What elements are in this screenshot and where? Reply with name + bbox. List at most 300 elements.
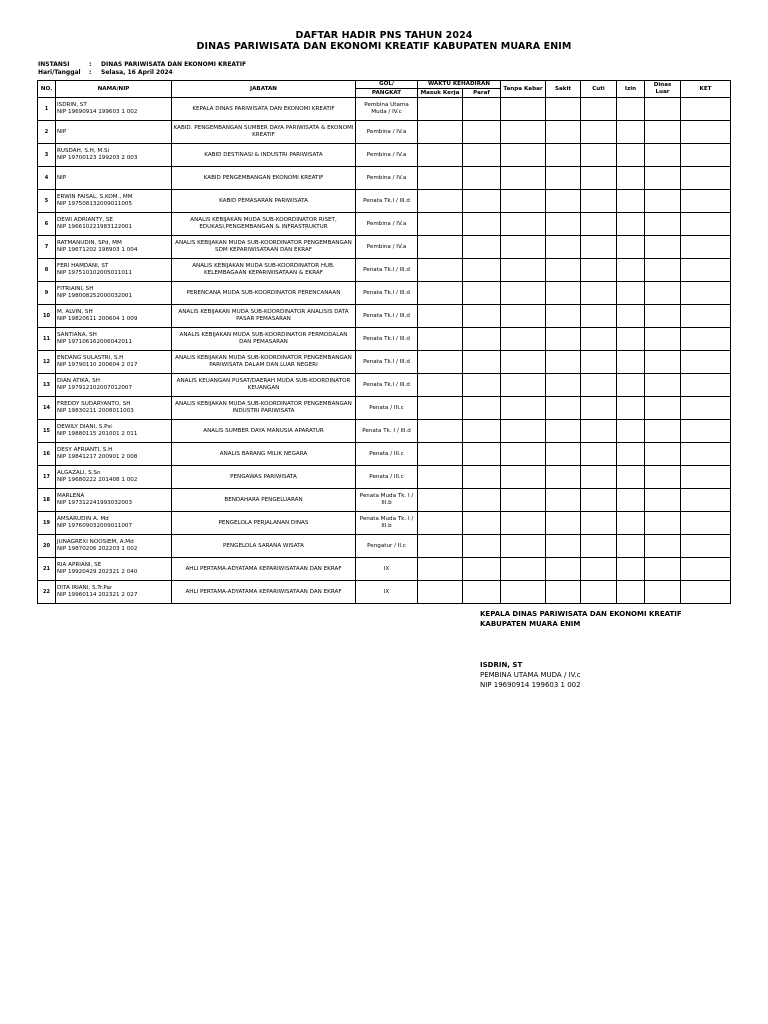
- paraf-cell: [463, 535, 501, 558]
- signature-nip: NIP 19690914 199603 1 002: [480, 681, 581, 689]
- dinas-luar-cell: [645, 167, 681, 190]
- masuk-kerja-cell: [418, 236, 463, 259]
- masuk-kerja-cell: [418, 443, 463, 466]
- instansi-label: INSTANSI: [38, 61, 70, 68]
- ket-cell: [681, 98, 731, 121]
- jabatan-cell: ANALIS KEBIJAKAN MUDA SUB-KOORDINATOR RISET, EDUKASI,PENGEMBANGAN & INFRASTRUKTUR: [172, 213, 356, 236]
- paraf-cell: [463, 305, 501, 328]
- tanpa-kabar-cell: [501, 328, 546, 351]
- izin-cell: [617, 397, 645, 420]
- cuti-cell: [581, 167, 617, 190]
- tanpa-kabar-cell: [501, 581, 546, 604]
- paraf-cell: [463, 443, 501, 466]
- employee-cell: [56, 213, 172, 236]
- tanpa-kabar-cell: [501, 167, 546, 190]
- header-waktu-kehadiran: WAKTU KEHADIRAN: [418, 81, 501, 89]
- row-number: 2: [38, 121, 56, 144]
- masuk-kerja-cell: [418, 374, 463, 397]
- employee-cell: [56, 98, 172, 121]
- cuti-cell: [581, 420, 617, 443]
- cuti-cell: [581, 397, 617, 420]
- paraf-cell: [463, 351, 501, 374]
- sakit-cell: [546, 351, 581, 374]
- jabatan-cell: ANALIS KEBIJAKAN MUDA SUB-KOORDINATOR PENGEMBANGAN SDM KEPARIWISATAAN DAN EKRAF: [172, 236, 356, 259]
- table-row: [38, 374, 731, 397]
- tanggal-value: Selasa, 16 April 2024: [101, 69, 173, 76]
- sakit-cell: [546, 420, 581, 443]
- golongan-cell: Pembina / IV.a: [356, 144, 418, 167]
- ket-cell: [681, 374, 731, 397]
- employee-nip: NIP 197508132009011005: [57, 201, 133, 207]
- row-number: 5: [38, 190, 56, 213]
- paraf-cell: [463, 98, 501, 121]
- header-izin: Izin: [617, 81, 645, 98]
- instansi-line: [38, 61, 246, 68]
- employee-nip: NIP 19830211 2008011003: [57, 408, 134, 414]
- employee-nip: NIP 19671202 198903 1 004: [57, 247, 138, 253]
- table-row: [38, 512, 731, 535]
- izin-cell: [617, 236, 645, 259]
- table-row: [38, 282, 731, 305]
- employee-name: SANTIANA, SH: [57, 332, 97, 339]
- employee-nip: NIP 19920429 202321 2 040: [57, 569, 138, 575]
- dinas-luar-cell: [645, 121, 681, 144]
- header-dinas-luar: Dinas Luar: [645, 81, 681, 98]
- dinas-luar-cell: [645, 190, 681, 213]
- golongan-cell: Pembina / IV.a: [356, 236, 418, 259]
- tanpa-kabar-cell: [501, 144, 546, 167]
- jabatan-cell: ANALIS KEBIJAKAN MUDA SUB-KOORDINATOR ANALISIS DATA PASAR PEMASARAN: [172, 305, 356, 328]
- dinas-luar-cell: [645, 581, 681, 604]
- employee-cell: [56, 489, 172, 512]
- ket-cell: [681, 512, 731, 535]
- masuk-kerja-cell: [418, 535, 463, 558]
- signature-subtitle: KABUPATEN MUARA ENIM: [480, 620, 581, 628]
- jabatan-cell: ANALIS KEBIJAKAN MUDA SUB-KOORDINATOR PERMODALAN DAN PEMASARAN: [172, 328, 356, 351]
- cuti-cell: [581, 512, 617, 535]
- employee-nip: NIP 19790110 200604 2 017: [57, 362, 138, 368]
- cuti-cell: [581, 144, 617, 167]
- dinas-luar-cell: [645, 282, 681, 305]
- golongan-cell: Pembina Utama Muda / IV.c: [356, 98, 418, 121]
- row-number: 10: [38, 305, 56, 328]
- employee-nip: NIP 197312241993032003: [57, 500, 133, 506]
- cuti-cell: [581, 558, 617, 581]
- header-tanpa-kabar: Tanpa Kabar: [501, 81, 546, 98]
- golongan-cell: Penata Muda Tk. I / III.b: [356, 512, 418, 535]
- sakit-cell: [546, 443, 581, 466]
- ket-cell: [681, 167, 731, 190]
- izin-cell: [617, 489, 645, 512]
- golongan-cell: Penata / III.c: [356, 397, 418, 420]
- tanpa-kabar-cell: [501, 535, 546, 558]
- golongan-cell: IX: [356, 558, 418, 581]
- row-number: 8: [38, 259, 56, 282]
- masuk-kerja-cell: [418, 512, 463, 535]
- dinas-luar-cell: [645, 236, 681, 259]
- employee-nip: NIP 19870206 202203 1 002: [57, 546, 138, 552]
- dinas-luar-cell: [645, 98, 681, 121]
- paraf-cell: [463, 397, 501, 420]
- row-number: 19: [38, 512, 56, 535]
- employee-nip: NIP 19880115 201001 2 011: [57, 431, 138, 437]
- ket-cell: [681, 213, 731, 236]
- row-number: 7: [38, 236, 56, 259]
- sakit-cell: [546, 328, 581, 351]
- cuti-cell: [581, 282, 617, 305]
- jabatan-cell: KABID PENGEMBANGAN EKONOMI KREATIF: [172, 167, 356, 190]
- row-number: 15: [38, 420, 56, 443]
- ket-cell: [681, 466, 731, 489]
- masuk-kerja-cell: [418, 282, 463, 305]
- izin-cell: [617, 259, 645, 282]
- cuti-cell: [581, 351, 617, 374]
- ket-cell: [681, 535, 731, 558]
- employee-cell: [56, 351, 172, 374]
- row-number: 13: [38, 374, 56, 397]
- employee-name: MARLENA: [57, 493, 85, 500]
- table-row: [38, 305, 731, 328]
- employee-nip: NIP 19841217 200901 2 008: [57, 454, 138, 460]
- ket-cell: [681, 190, 731, 213]
- paraf-cell: [463, 581, 501, 604]
- dinas-luar-cell: [645, 305, 681, 328]
- dinas-luar-cell: [645, 558, 681, 581]
- dinas-luar-cell: [645, 374, 681, 397]
- header-nama-nip: NAMA/NIP: [56, 81, 172, 98]
- paraf-cell: [463, 420, 501, 443]
- golongan-cell: Pembina / IV.a: [356, 167, 418, 190]
- cuti-cell: [581, 466, 617, 489]
- table-row: [38, 259, 731, 282]
- golongan-cell: Penata Tk.I / III.d: [356, 374, 418, 397]
- table-row: [38, 167, 731, 190]
- jabatan-cell: KABID. PENGEMBANGAN SUMBER DAYA PARIWISATA & EKONOMI KREATIF: [172, 121, 356, 144]
- employee-nip: NIP 19700123 199203 2 003: [57, 155, 138, 161]
- tanggal-line: [38, 69, 173, 76]
- cuti-cell: [581, 236, 617, 259]
- employee-cell: [56, 190, 172, 213]
- sakit-cell: [546, 581, 581, 604]
- golongan-cell: Penata Tk.I / III.d: [356, 351, 418, 374]
- sakit-cell: [546, 512, 581, 535]
- tanpa-kabar-cell: [501, 190, 546, 213]
- employee-nip: NIP: [57, 128, 67, 135]
- row-number: 1: [38, 98, 56, 121]
- employee-name: ERWIN FAISAL, S.KOM., MM: [57, 194, 133, 201]
- golongan-cell: Penata Tk.I / III.d: [356, 305, 418, 328]
- sakit-cell: [546, 144, 581, 167]
- masuk-kerja-cell: [418, 190, 463, 213]
- sakit-cell: [546, 213, 581, 236]
- row-number: 20: [38, 535, 56, 558]
- paraf-cell: [463, 213, 501, 236]
- row-number: 17: [38, 466, 56, 489]
- golongan-cell: Pembina / IV.a: [356, 121, 418, 144]
- cuti-cell: [581, 443, 617, 466]
- tanpa-kabar-cell: [501, 466, 546, 489]
- dinas-luar-cell: [645, 420, 681, 443]
- employee-name: FITRIAINI, SH: [57, 286, 94, 293]
- golongan-cell: Pembina / IV.a: [356, 213, 418, 236]
- dinas-luar-cell: [645, 466, 681, 489]
- paraf-cell: [463, 558, 501, 581]
- sakit-cell: [546, 121, 581, 144]
- cuti-cell: [581, 581, 617, 604]
- employee-name: RUSDAH, S.H, M.Si: [57, 148, 110, 155]
- employee-nip: NIP 19960114 202321 2 027: [57, 592, 138, 598]
- employee-nip: NIP: [57, 174, 67, 181]
- cuti-cell: [581, 190, 617, 213]
- employee-name: ALGAZALI, S.Sn: [57, 470, 101, 477]
- tanpa-kabar-cell: [501, 282, 546, 305]
- jabatan-cell: KABID DESTINASI & INDUSTRI PARIWISATA: [172, 144, 356, 167]
- izin-cell: [617, 328, 645, 351]
- tanpa-kabar-cell: [501, 121, 546, 144]
- izin-cell: [617, 351, 645, 374]
- tanpa-kabar-cell: [501, 489, 546, 512]
- cuti-cell: [581, 374, 617, 397]
- signature-title: KEPALA DINAS PARIWISATA DAN EKONOMI KREATIF: [480, 610, 682, 618]
- jabatan-cell: PERENCANA MUDA SUB-KOORDINATOR PERENCANAAN: [172, 282, 356, 305]
- header-sakit: Sakit: [546, 81, 581, 98]
- table-row: [38, 190, 731, 213]
- employee-name: FREDDY SUDARYANTO, SH: [57, 401, 131, 408]
- sakit-cell: [546, 535, 581, 558]
- masuk-kerja-cell: [418, 144, 463, 167]
- paraf-cell: [463, 236, 501, 259]
- tanpa-kabar-cell: [501, 443, 546, 466]
- paraf-cell: [463, 466, 501, 489]
- masuk-kerja-cell: [418, 581, 463, 604]
- employee-cell: [56, 167, 172, 190]
- tanpa-kabar-cell: [501, 98, 546, 121]
- employee-cell: [56, 512, 172, 535]
- ket-cell: [681, 489, 731, 512]
- izin-cell: [617, 443, 645, 466]
- row-number: 12: [38, 351, 56, 374]
- table-row: [38, 328, 731, 351]
- cuti-cell: [581, 489, 617, 512]
- jabatan-cell: ANALIS KEBIJAKAN MUDA SUB-KOORDINATOR HUB. KELEMBAGAAN KEPARIWISATAAN & EKRAF: [172, 259, 356, 282]
- employee-nip: NIP 198008252000032001: [57, 293, 133, 299]
- row-number: 22: [38, 581, 56, 604]
- employee-cell: [56, 236, 172, 259]
- table-row: [38, 236, 731, 259]
- header-gol: GOL/: [356, 81, 418, 89]
- ket-cell: [681, 328, 731, 351]
- table-row: [38, 213, 731, 236]
- jabatan-cell: ANALIS KEBIJAKAN MUDA SUB-KOORDINATOR PENGEMBANGAN PARIWISATA DALAM DAN LUAR NEGERI: [172, 351, 356, 374]
- izin-cell: [617, 213, 645, 236]
- masuk-kerja-cell: [418, 213, 463, 236]
- golongan-cell: IX: [356, 581, 418, 604]
- jabatan-cell: ANALIS BARANG MILIK NEGARA: [172, 443, 356, 466]
- employee-cell: [56, 121, 172, 144]
- sakit-cell: [546, 236, 581, 259]
- dinas-luar-cell: [645, 489, 681, 512]
- dinas-luar-cell: [645, 443, 681, 466]
- cuti-cell: [581, 535, 617, 558]
- sakit-cell: [546, 259, 581, 282]
- sakit-cell: [546, 489, 581, 512]
- header-jabatan: JABATAN: [172, 81, 356, 98]
- izin-cell: [617, 374, 645, 397]
- row-number: 3: [38, 144, 56, 167]
- employee-cell: [56, 374, 172, 397]
- employee-name: DEWILY DIANI, S.Psi: [57, 424, 112, 431]
- jabatan-cell: ANALIS KEBIJAKAN MUDA SUB-KOORDINATOR PENGEMBANGAN INDUSTRI PARIWISATA: [172, 397, 356, 420]
- employee-cell: [56, 420, 172, 443]
- golongan-cell: Penata Tk.I / III.d: [356, 328, 418, 351]
- header-pangkat: PANGKAT: [356, 89, 418, 98]
- header-paraf: Paraf: [463, 89, 501, 98]
- izin-cell: [617, 144, 645, 167]
- izin-cell: [617, 420, 645, 443]
- dinas-luar-cell: [645, 397, 681, 420]
- golongan-cell: Penata / III.c: [356, 466, 418, 489]
- sakit-cell: [546, 397, 581, 420]
- jabatan-cell: AHLI PERTAMA-ADYATAMA KEPARIWISATAAN DAN EKRAF: [172, 581, 356, 604]
- tanpa-kabar-cell: [501, 420, 546, 443]
- jabatan-cell: PENGAWAS PARIWISATA: [172, 466, 356, 489]
- header-no: NO.: [38, 81, 56, 98]
- ket-cell: [681, 397, 731, 420]
- masuk-kerja-cell: [418, 305, 463, 328]
- cuti-cell: [581, 328, 617, 351]
- paraf-cell: [463, 374, 501, 397]
- ket-cell: [681, 305, 731, 328]
- attendance-table: [37, 80, 731, 604]
- employee-name: DESY AFRIANTI, S.H: [57, 447, 113, 454]
- paraf-cell: [463, 121, 501, 144]
- employee-cell: [56, 328, 172, 351]
- employee-name: DITA IRIANI, S.Tr.Par: [57, 585, 113, 592]
- employee-nip: NIP 19680222 201408 1 002: [57, 477, 138, 483]
- tanpa-kabar-cell: [501, 213, 546, 236]
- tanggal-colon: :: [89, 69, 92, 76]
- employee-name: DEWI ADRIANTY, SE: [57, 217, 113, 224]
- izin-cell: [617, 305, 645, 328]
- paraf-cell: [463, 190, 501, 213]
- ket-cell: [681, 443, 731, 466]
- header-masuk-kerja: Masuk Kerja: [418, 89, 463, 98]
- row-number: 14: [38, 397, 56, 420]
- table-row: [38, 351, 731, 374]
- izin-cell: [617, 190, 645, 213]
- employee-cell: [56, 443, 172, 466]
- jabatan-cell: KABID PEMASARAN PARIWISATA: [172, 190, 356, 213]
- row-number: 6: [38, 213, 56, 236]
- izin-cell: [617, 282, 645, 305]
- employee-name: AMSARUDIN A. Md: [57, 516, 109, 523]
- row-number: 11: [38, 328, 56, 351]
- masuk-kerja-cell: [418, 489, 463, 512]
- izin-cell: [617, 581, 645, 604]
- employee-name: RIA APRIANI, SE: [57, 562, 102, 569]
- table-row: [38, 420, 731, 443]
- masuk-kerja-cell: [418, 98, 463, 121]
- tanpa-kabar-cell: [501, 351, 546, 374]
- golongan-cell: Penata Tk.I / III.d: [356, 282, 418, 305]
- masuk-kerja-cell: [418, 351, 463, 374]
- table-row: [38, 535, 731, 558]
- employee-cell: [56, 282, 172, 305]
- ket-cell: [681, 581, 731, 604]
- masuk-kerja-cell: [418, 420, 463, 443]
- golongan-cell: Pengatur / II.c: [356, 535, 418, 558]
- masuk-kerja-cell: [418, 397, 463, 420]
- employee-name: RATMANUDIN, SPd, MM: [57, 240, 122, 247]
- dinas-luar-cell: [645, 144, 681, 167]
- ket-cell: [681, 351, 731, 374]
- employee-nip: NIP 197106162006042011: [57, 339, 133, 345]
- sakit-cell: [546, 167, 581, 190]
- jabatan-cell: ANALIS KEUANGAN PUSAT/DAERAH MUDA SUB-KOORDINATOR KEUANGAN: [172, 374, 356, 397]
- dinas-luar-cell: [645, 328, 681, 351]
- employee-cell: [56, 466, 172, 489]
- employee-nip: NIP 197510102005011011: [57, 270, 133, 276]
- izin-cell: [617, 121, 645, 144]
- employee-nip: NIP 197912102007012007: [57, 385, 133, 391]
- employee-nip: NIP 196610221983122001: [57, 224, 133, 230]
- izin-cell: [617, 98, 645, 121]
- paraf-cell: [463, 259, 501, 282]
- sakit-cell: [546, 466, 581, 489]
- tanpa-kabar-cell: [501, 259, 546, 282]
- dinas-luar-cell: [645, 213, 681, 236]
- golongan-cell: Penata / III.c: [356, 443, 418, 466]
- jabatan-cell: ANALIS SUMBER DAYA MANUSIA APARATUR: [172, 420, 356, 443]
- employee-cell: [56, 259, 172, 282]
- ket-cell: [681, 121, 731, 144]
- jabatan-cell: PENGELOLA PERJALANAN DINAS: [172, 512, 356, 535]
- masuk-kerja-cell: [418, 259, 463, 282]
- row-number: 18: [38, 489, 56, 512]
- header-cuti: Cuti: [581, 81, 617, 98]
- paraf-cell: [463, 328, 501, 351]
- cuti-cell: [581, 259, 617, 282]
- employee-name: ISDRIN, ST: [57, 102, 87, 109]
- ket-cell: [681, 236, 731, 259]
- masuk-kerja-cell: [418, 466, 463, 489]
- instansi-colon: :: [89, 61, 92, 68]
- dinas-luar-cell: [645, 512, 681, 535]
- employee-nip: NIP 197609032009011007: [57, 523, 133, 529]
- golongan-cell: Penata Muda Tk. I / III.b: [356, 489, 418, 512]
- sakit-cell: [546, 305, 581, 328]
- izin-cell: [617, 558, 645, 581]
- employee-cell: [56, 581, 172, 604]
- paraf-cell: [463, 489, 501, 512]
- employee-name: DIAN ATIKA, SH: [57, 378, 100, 385]
- izin-cell: [617, 535, 645, 558]
- table-row: [38, 397, 731, 420]
- masuk-kerja-cell: [418, 121, 463, 144]
- row-number: 16: [38, 443, 56, 466]
- employee-nip: NIP 19690914 199603 1 002: [57, 109, 138, 115]
- row-number: 4: [38, 167, 56, 190]
- ket-cell: [681, 259, 731, 282]
- cuti-cell: [581, 121, 617, 144]
- ket-cell: [681, 420, 731, 443]
- paraf-cell: [463, 512, 501, 535]
- employee-cell: [56, 558, 172, 581]
- sakit-cell: [546, 98, 581, 121]
- golongan-cell: Penata Tk. I / III.d: [356, 420, 418, 443]
- golongan-cell: Penata Tk.I / III.d: [356, 190, 418, 213]
- employee-name: M. ALVIN, SH: [57, 309, 93, 316]
